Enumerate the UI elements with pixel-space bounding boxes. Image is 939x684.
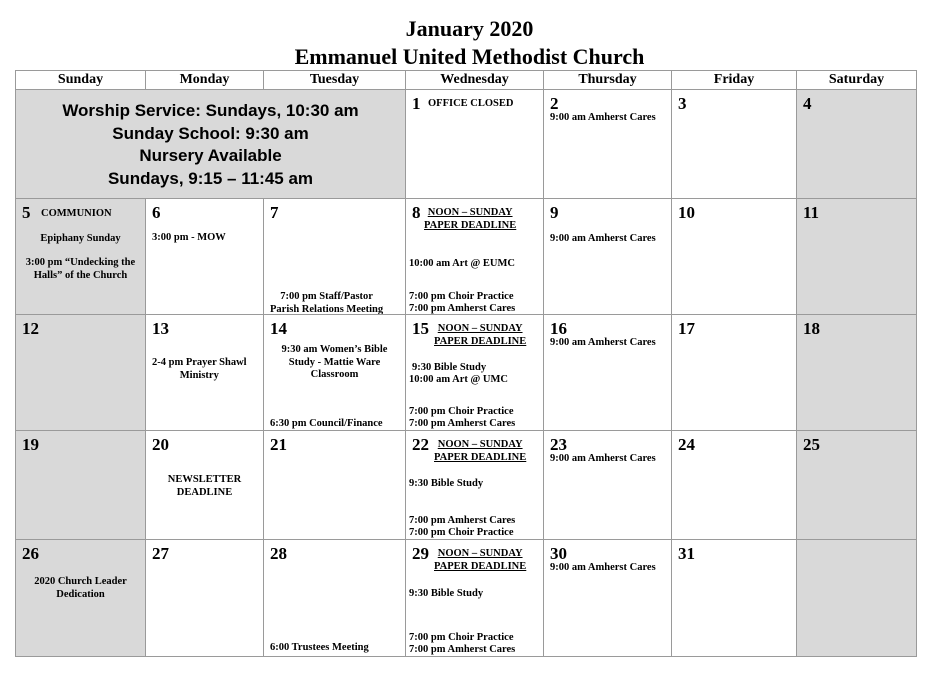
day-number: 17: [678, 319, 695, 338]
event-epiphany-sunday: Epiphany Sunday: [40, 233, 121, 244]
event-choir-practice: 7:00 pm Choir Practice: [409, 632, 514, 643]
day-number: 15: [412, 319, 429, 338]
day-number: 3: [678, 94, 687, 113]
event-office-closed: OFFICE CLOSED: [428, 98, 514, 109]
event-amherst-cares: 9:00 am Amherst Cares: [550, 562, 656, 573]
day-number: 21: [270, 435, 287, 454]
day-cell-15: [406, 315, 544, 431]
day-cell-6: [146, 199, 264, 315]
event-choir-practice: 7:00 pm Choir Practice: [409, 406, 514, 417]
day-number: 10: [678, 203, 695, 222]
event-line: PAPER DEADLINE: [434, 335, 527, 347]
event-choir-practice: 7:00 pm Choir Practice: [409, 291, 514, 302]
day-number: 5: [22, 203, 31, 222]
event-paper-deadline: [434, 439, 526, 464]
week-row-2: [16, 199, 917, 315]
event-bible-study: 9:30 Bible Study: [412, 362, 487, 373]
week-row-3: [16, 315, 917, 431]
day-cell-19: [16, 431, 146, 540]
day-number: 1: [412, 94, 421, 113]
event-line: NOON – SUNDAY: [437, 548, 523, 559]
service-info-banner: [16, 90, 406, 199]
weekday-monday: Monday: [146, 71, 264, 90]
event-line: 2020 Church Leader: [34, 576, 127, 587]
event-paper-deadline: [424, 207, 516, 232]
day-number: 29: [412, 544, 429, 563]
day-number: 16: [550, 319, 567, 338]
day-number: 23: [550, 435, 567, 454]
event-undecking-halls: [16, 257, 145, 282]
event-line: 7:00 pm Staff/Pastor: [280, 291, 373, 302]
event-line: PAPER DEADLINE: [434, 560, 527, 572]
day-cell-8: [406, 199, 544, 315]
weekday-tuesday: Tuesday: [264, 71, 406, 90]
month-title: January 2020: [405, 16, 534, 41]
event-amherst-cares: 7:00 pm Amherst Cares: [409, 644, 516, 655]
event-line: Ministry: [179, 369, 219, 381]
day-cell-9: [544, 199, 672, 315]
day-number: 13: [152, 319, 169, 338]
event-line: NOON – SUNDAY: [437, 439, 523, 450]
day-number: 28: [270, 544, 287, 563]
day-number: 11: [803, 203, 820, 222]
day-cell-18: [797, 315, 917, 431]
event-line: NEWSLETTER: [167, 474, 242, 485]
day-cell-17: [672, 315, 797, 431]
day-number: 19: [22, 435, 39, 454]
event-art: 10:00 am Art @ UMC: [409, 374, 508, 385]
week-row-5: [16, 540, 917, 657]
event-line: DEADLINE: [176, 486, 233, 498]
event-communion: COMMUNION: [41, 208, 112, 219]
day-number: 18: [803, 319, 820, 338]
event-staff-pastor-meeting: [270, 291, 383, 315]
day-cell-31: [672, 540, 797, 657]
event-line: Classroom: [310, 369, 359, 380]
event-bible-study: 9:30 Bible Study: [409, 588, 484, 599]
day-number: 26: [22, 544, 39, 563]
event-line: PAPER DEADLINE: [434, 451, 527, 463]
day-cell-29: [406, 540, 544, 657]
day-number: 27: [152, 544, 169, 563]
day-cell-empty: [797, 540, 917, 657]
event-paper-deadline: [434, 548, 526, 573]
event-womens-bible-study: [264, 344, 405, 382]
church-name: Emmanuel United Methodist Church: [294, 44, 645, 69]
event-line: Dedication: [56, 588, 105, 600]
event-amherst-cares: 9:00 am Amherst Cares: [550, 233, 656, 244]
day-cell-24: [672, 431, 797, 540]
day-cell-21: [264, 431, 406, 540]
day-cell-25: [797, 431, 917, 540]
event-mow: 3:00 pm - MOW: [152, 232, 226, 243]
event-line: Parish Relations Meeting: [270, 303, 384, 315]
event-amherst-cares: 7:00 pm Amherst Cares: [409, 303, 516, 314]
event-line: 3:00 pm “Undecking the: [25, 257, 136, 268]
event-trustees-meeting: 6:00 Trustees Meeting: [270, 642, 369, 653]
day-number: 25: [803, 435, 820, 454]
day-cell-13: [146, 315, 264, 431]
weekday-wednesday: Wednesday: [406, 71, 544, 90]
day-cell-7: [264, 199, 406, 315]
event-bible-study: 9:30 Bible Study: [409, 478, 484, 489]
sunday-school-line: Sunday School: 9:30 am: [112, 123, 309, 143]
day-number: 20: [152, 435, 169, 454]
event-amherst-cares: 7:00 pm Amherst Cares: [409, 418, 516, 429]
day-cell-1: [406, 90, 544, 199]
day-number: 22: [412, 435, 429, 454]
day-number: 6: [152, 203, 161, 222]
day-cell-16: [544, 315, 672, 431]
event-line: Halls” of the Church: [33, 269, 128, 281]
week-row-4: [16, 431, 917, 540]
event-line: 2-4 pm Prayer Shawl: [152, 357, 247, 368]
day-number: 30: [550, 544, 567, 563]
day-cell-5: [16, 199, 146, 315]
day-cell-12: [16, 315, 146, 431]
weekday-header-row: [16, 71, 917, 90]
day-cell-20: [146, 431, 264, 540]
day-cell-10: [672, 199, 797, 315]
event-line: 9:30 am Women’s Bible: [281, 344, 388, 355]
week-row-1: [16, 90, 917, 199]
event-council-finance: 6:30 pm Council/Finance: [270, 418, 383, 429]
nursery-line: Nursery Available: [139, 146, 282, 165]
day-cell-28: [264, 540, 406, 657]
event-amherst-cares: 9:00 am Amherst Cares: [550, 112, 656, 123]
day-cell-14: [264, 315, 406, 431]
weekday-sunday: Sunday: [16, 71, 146, 90]
event-amherst-cares: 9:00 am Amherst Cares: [550, 337, 656, 348]
event-line: Study - Mattie Ware: [288, 356, 381, 368]
weekday-friday: Friday: [672, 71, 797, 90]
day-number: 7: [270, 203, 279, 222]
nursery-hours-line: Sundays, 9:15 – 11:45 am: [107, 168, 314, 188]
day-cell-3: [672, 90, 797, 199]
day-number: 12: [22, 319, 39, 338]
event-line: PAPER DEADLINE: [424, 219, 517, 231]
event-church-leader-dedication: [16, 576, 145, 601]
event-line: NOON – SUNDAY: [437, 323, 523, 334]
day-cell-27: [146, 540, 264, 657]
calendar-grid: [15, 70, 917, 657]
day-cell-2: [544, 90, 672, 199]
event-prayer-shawl-ministry: [152, 357, 247, 382]
day-number: 4: [803, 94, 812, 113]
day-number: 14: [270, 319, 287, 338]
event-amherst-cares: 7:00 pm Amherst Cares: [409, 515, 516, 526]
day-cell-22: [406, 431, 544, 540]
day-number: 31: [678, 544, 695, 563]
day-number: 9: [550, 203, 559, 222]
event-newsletter-deadline: [146, 474, 263, 499]
weekday-saturday: Saturday: [797, 71, 917, 90]
day-number: 2: [550, 94, 559, 113]
worship-service-line: Worship Service: Sundays, 10:30 am: [62, 101, 359, 120]
day-cell-11: [797, 199, 917, 315]
day-cell-30: [544, 540, 672, 657]
event-art: 10:00 am Art @ EUMC: [409, 258, 515, 269]
day-cell-23: [544, 431, 672, 540]
event-paper-deadline: [434, 323, 526, 348]
event-amherst-cares: 9:00 am Amherst Cares: [550, 453, 656, 464]
day-number: 8: [412, 203, 421, 222]
weekday-thursday: Thursday: [544, 71, 672, 90]
day-cell-26: [16, 540, 146, 657]
event-line: NOON – SUNDAY: [427, 207, 513, 218]
day-number: 24: [678, 435, 695, 454]
event-choir-practice: 7:00 pm Choir Practice: [409, 527, 514, 538]
day-cell-4: [797, 90, 917, 199]
